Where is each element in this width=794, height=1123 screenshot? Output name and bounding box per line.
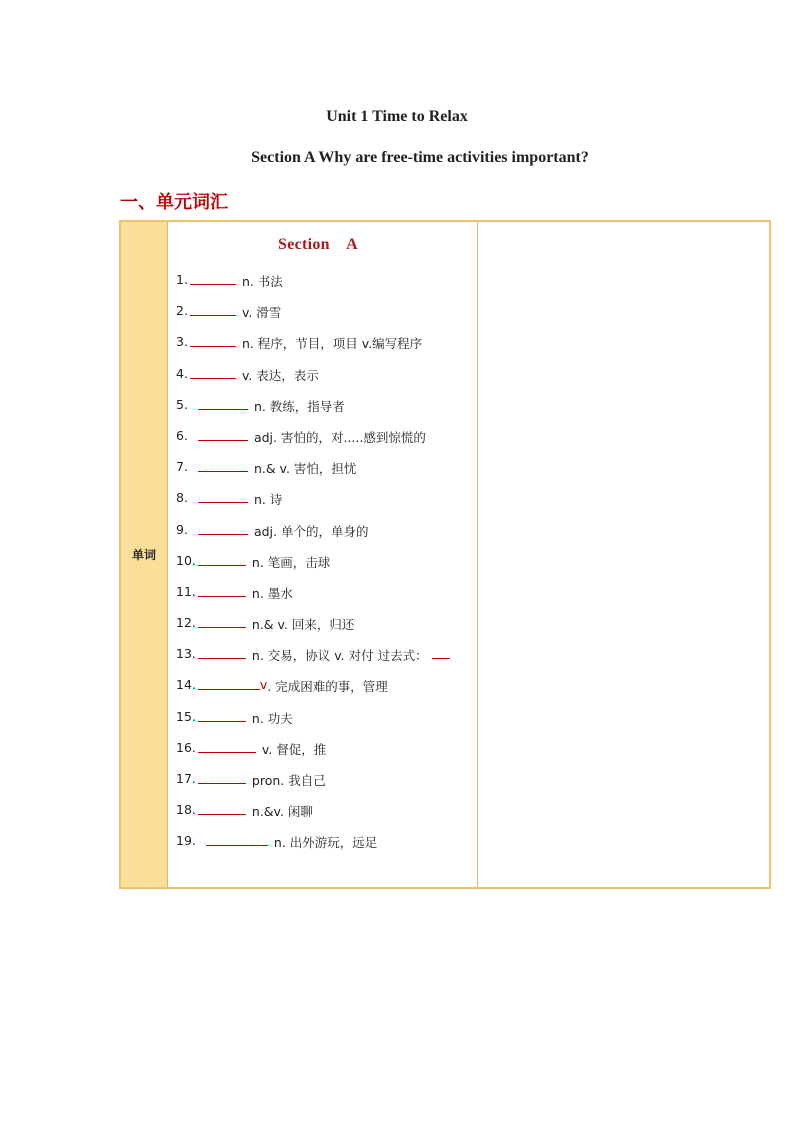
section-subtitle: Section A Why are free-time activities important? bbox=[251, 149, 589, 166]
vocab-item bbox=[176, 490, 456, 521]
vocab-item bbox=[176, 802, 456, 833]
vocab-table bbox=[119, 220, 771, 889]
unit-title: Unit 1 Time to Relax bbox=[326, 108, 468, 125]
vocab-item bbox=[176, 522, 456, 553]
item-definition: n. 笔画，击球 bbox=[251, 554, 331, 570]
answer-blank[interactable] bbox=[198, 584, 246, 597]
item-number: 7. bbox=[176, 459, 188, 475]
vocab-item bbox=[176, 303, 456, 334]
vocab-item bbox=[176, 584, 456, 615]
item-definition: n. 出外游玩，远足 bbox=[273, 835, 378, 851]
answer-blank[interactable] bbox=[190, 272, 236, 285]
vocab-item bbox=[176, 771, 456, 802]
item-number: 18. bbox=[176, 802, 196, 818]
answer-blank[interactable] bbox=[206, 833, 268, 846]
vocab-item bbox=[176, 740, 456, 771]
answer-blank[interactable] bbox=[198, 615, 246, 628]
item-number: 4. bbox=[176, 365, 188, 381]
item-number: 17. bbox=[176, 771, 196, 786]
answer-blank[interactable] bbox=[198, 709, 246, 722]
item-definition: n. 书法 bbox=[241, 274, 283, 289]
vocab-item bbox=[176, 428, 456, 459]
vocab-item bbox=[176, 677, 456, 708]
vocab-item bbox=[176, 553, 456, 584]
item-number: 5. bbox=[176, 396, 188, 412]
answer-blank[interactable] bbox=[198, 428, 248, 441]
vocab-item bbox=[176, 334, 456, 365]
item-number: 2. bbox=[176, 303, 188, 319]
item-definition: n. 诗 bbox=[253, 492, 283, 508]
vocab-item bbox=[176, 646, 456, 677]
item-definition: n.& v. 害怕，担忧 bbox=[253, 461, 357, 477]
item-number: 11. bbox=[176, 583, 196, 599]
answer-blank[interactable] bbox=[198, 490, 248, 503]
vocab-item bbox=[176, 366, 456, 397]
item-definition: pron. 我自己 bbox=[251, 773, 326, 788]
answer-cell bbox=[478, 222, 769, 887]
item-definition: . 完成困难的事，管理 bbox=[267, 679, 388, 695]
item-number: 13. bbox=[176, 646, 196, 662]
vocab-item bbox=[176, 833, 456, 864]
item-definition: v. 滑雪 bbox=[241, 305, 282, 321]
item-number: 3. bbox=[176, 334, 188, 350]
item-definition: adj. 害怕的，对.....感到惊慌的 bbox=[253, 429, 426, 445]
answer-blank[interactable] bbox=[198, 522, 248, 535]
item-number: 19. bbox=[176, 833, 196, 849]
item-definition: n. 教练，指导者 bbox=[253, 398, 345, 414]
item-number: 6. bbox=[176, 427, 188, 443]
item-definition: n. 交易，协议 v. 对付 过去式： bbox=[251, 648, 428, 664]
item-definition: n.&v. 闲聊 bbox=[251, 804, 313, 820]
vocab-item bbox=[176, 615, 456, 646]
item-definition: n. 程序，节目，项目 v.编写程序 bbox=[241, 336, 423, 352]
answer-blank[interactable] bbox=[198, 397, 248, 410]
item-number: 16. bbox=[176, 739, 196, 755]
category-label: 单词 bbox=[131, 548, 156, 562]
item-number: 14. bbox=[176, 677, 196, 693]
category-cell bbox=[121, 222, 168, 887]
vocab-item bbox=[176, 709, 456, 740]
answer-blank[interactable] bbox=[198, 802, 246, 815]
item-number: 1. bbox=[176, 272, 188, 287]
item-number: 8. bbox=[176, 490, 188, 506]
item-definition: adj. 单个的，单身的 bbox=[253, 523, 369, 539]
item-number: 10. bbox=[176, 552, 196, 568]
item-definition: n.& v. 回来，归还 bbox=[251, 617, 355, 633]
answer-blank[interactable] bbox=[198, 646, 246, 659]
answer-blank[interactable] bbox=[198, 677, 260, 690]
item-number: 9. bbox=[176, 521, 188, 537]
answer-blank[interactable] bbox=[190, 366, 236, 379]
item-definition: n. 墨水 bbox=[251, 585, 293, 601]
answer-blank[interactable] bbox=[190, 303, 236, 316]
item-number: 15. bbox=[176, 708, 196, 724]
answer-blank[interactable] bbox=[198, 553, 246, 566]
answer-blank[interactable] bbox=[198, 740, 256, 753]
answer-blank[interactable] bbox=[198, 771, 246, 784]
item-definition: v. 督促，推 bbox=[261, 741, 327, 757]
item-definition: v. 表达，表示 bbox=[241, 367, 319, 383]
item-definition: n. 功夫 bbox=[251, 710, 293, 726]
vocab-cell bbox=[168, 222, 478, 887]
past-tense-blank[interactable] bbox=[432, 646, 450, 659]
part-of-speech: v bbox=[259, 677, 268, 693]
item-number: 12. bbox=[176, 615, 196, 631]
vocab-item bbox=[176, 272, 456, 303]
vocab-section-heading: 一、单元词汇 bbox=[120, 192, 228, 213]
vocab-item bbox=[176, 397, 456, 428]
section-label: Section A bbox=[278, 236, 359, 253]
answer-blank[interactable] bbox=[198, 459, 248, 472]
answer-blank[interactable] bbox=[190, 334, 236, 347]
vocab-list bbox=[176, 272, 456, 865]
vocab-item bbox=[176, 459, 456, 490]
